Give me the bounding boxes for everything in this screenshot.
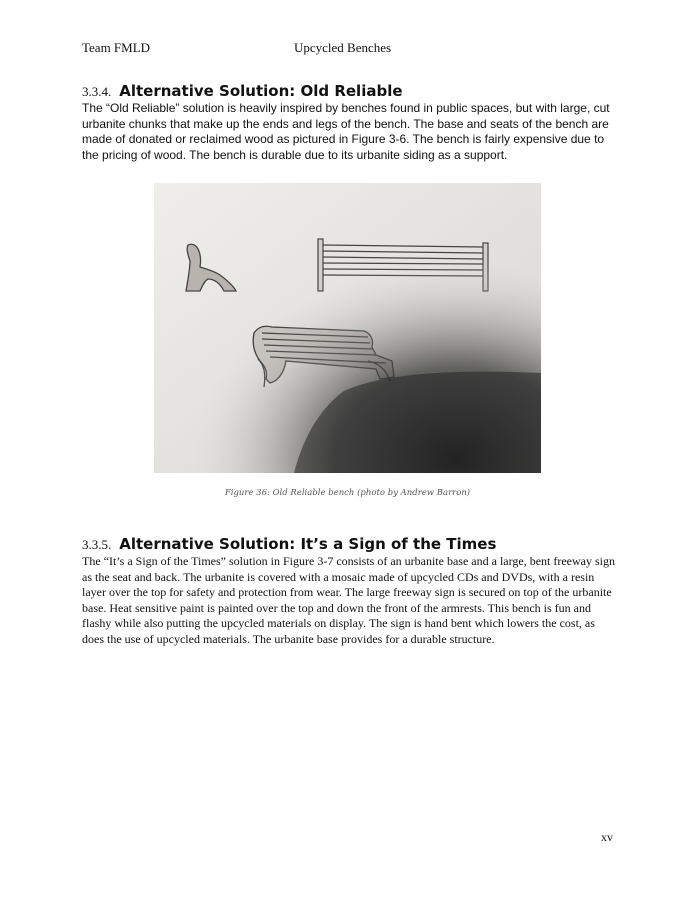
section-number: 3.3.5.	[82, 537, 112, 552]
section-heading-old-reliable	[82, 82, 403, 101]
header-team-name: Team FMLD	[82, 40, 151, 55]
section-title: Alternative Solution: It’s a Sign of the Times	[119, 535, 497, 553]
section-paragraph-old-reliable: The “Old Reliable” solution is heavily inspired by benches found in public spaces, but with large, cut urbanite chunks that make up the ends and legs of the bench. The base and seats of the bench are made of donated or reclaimed wood as pictured in Figure 3-6. The bench is fairly expensive due to the pricing of wood. The bench is durable due to its urbanite siding as a support.	[82, 101, 610, 162]
bench-sketch-photo	[154, 183, 541, 473]
section-number: 3.3.4.	[82, 84, 112, 99]
section-heading-sign-of-the-times	[82, 535, 496, 554]
page-header	[82, 40, 613, 58]
figure-caption: Figure 36: Old Reliable bench (photo by Andrew Barron)	[224, 488, 471, 498]
section-paragraph-sign-of-the-times: The “It’s a Sign of the Times” solution in Figure 3-7 consists of an urbanite base and a large, bent freeway sign as the seat and back. The urbanite is covered with a mosaic made of upcycled CDs and DVDs, with a resin layer over the top for safety and protection from wear. The large freeway sign is secured on top of the urbanite base. Heat sensitive paint is painted over the top and down the front of the armrests. This bench is fun and flashy while also putting the upcycled materials on display. The sign is hand bent which lowers the cost, as does the use of upcycled materials. The urbanite base provides for a durable structure.	[82, 554, 616, 646]
page-number: xv	[601, 830, 613, 844]
header-document-title: Upcycled Benches	[294, 40, 392, 55]
section-title: Alternative Solution: Old Reliable	[119, 82, 403, 100]
